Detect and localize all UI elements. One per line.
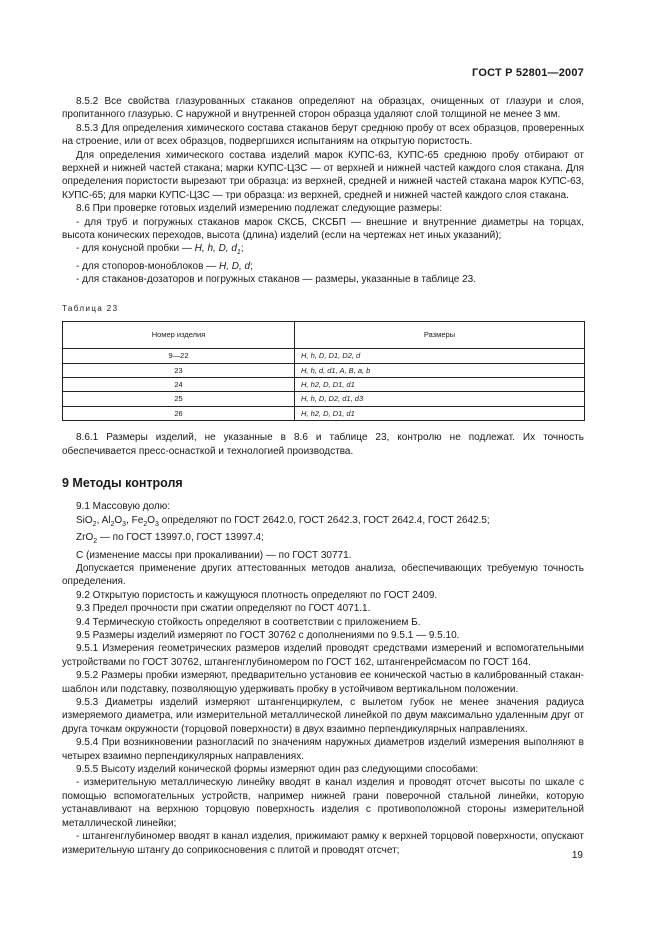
table-caption: Таблица 23 [62,303,119,313]
formula-zirconia: ZrO$_2$ — по ГОСТ 13997.0, ГОСТ 13997.4; [76,532,264,546]
table-row [63,406,585,420]
column-header-dimensions: Размеры [295,322,585,349]
table-cell-dimensions: H, h, D, D1, D2, d [295,349,585,363]
list-item-depth-gauge-method: - штангенглубиномер вводят в канал изделия, прижимают рамку к верхней торцовой поверхности, опускают измерительную штангу до соприкосновения с плитой и проводят отсчет; [62,831,584,856]
table-cell-number: 25 [63,392,295,406]
paragraph-9-5: 9.5 Размеры изделий измеряют по ГОСТ 30762 с дополнениями по 9.5.1 — 9.5.10. [76,630,460,641]
table-cell-dimensions: H, h, D, D2, d1, d3 [295,392,585,406]
paragraph-9-3: 9.3 Предел прочности при сжатии определяют по ГОСТ 4071.1. [76,603,371,615]
table-row [63,377,585,391]
dimensions-table [62,321,585,421]
table-cell-dimensions: H, h, d, d1, A, B, a, b [295,363,585,377]
table-row [63,392,585,406]
table-cell-number: 26 [63,406,295,420]
table-cell-number: 24 [63,377,295,391]
column-header-number: Номер изделия [63,322,295,349]
paragraph-9-5-2: 9.5.2 Размеры пробки измеряют, предварительно установив ее конической частью в калиброванный стакан-шаблон или подставку, позволяющую удерживать пробку в устойчивом вертикальном положении. [62,670,584,695]
document-code: ГОСТ Р 52801—2007 [472,67,584,79]
table-cell-dimensions: H, h2, D, D1, d1 [295,406,585,420]
paragraph-8-5-3: 8.5.3 Для определения химического состава стаканов берут среднюю пробу от всех образцов, проверенных на строение, или от всех образцов, подвергшихся испытаниям на открытую пористость. [62,122,584,148]
paragraph-9-5-5: 9.5.5 Высоту изделий конической формы измеряют один раз следующими способами: [76,764,479,776]
paragraph-8-5-2: 8.5.2 Все свойства глазурованных стаканов определяют на образцах, очищенных от глазури и слоя, пропитанного глазурью. С наружной и внутренней сторон образца удаляют слой толщиной не менее 3 мм. [62,96,584,121]
list-item-dosing: - для стаканов-дозаторов и погружных стаканов — размеры, указанные в таблице 23. [76,274,476,286]
table-cell-dimensions: H, h2, D, D1, d1 [295,377,585,391]
paragraph-9-5-4: 9.5.4 При возникновении разногласий по значениям наружных диаметров изделий измерения выполняют в четырех взаимно перпендикулярных направлениях. [62,737,584,762]
paragraph-ignition-loss: С (изменение массы при прокаливании) — по ГОСТ 30771. [76,549,352,561]
paragraph-9-5-3: 9.5.3 Диаметры изделий измеряют штангенциркулем, с вылетом губок не менее значения радиуса измеряемого диаметра, или измерительной металлической линейкой по двум максимально удаленным друг от друга точкам окружности (торцовой поверхности) в двух взаимно перпендикулярных направлениях. [62,697,584,735]
table-cell-number: 9—22 [63,349,295,363]
paragraph-9-5-1: 9.5.1 Измерения геометрических размеров изделий проводят средствами измерений и вспомогательными устройствами по ГОСТ 30762, штангенглубиномером по ГОСТ 162, штангенрейсмасом по ГОСТ 164. [62,643,584,668]
formula-oxides: SiO$_2$, $Al_2O_3$, $Fe_2O_3$ определяют по ГОСТ 2642.0, ГОСТ 2642.3, ГОСТ 2642.4, ГОСТ 2642.5; [76,514,490,528]
paragraph-8-6-1: 8.6.1 Размеры изделий, не указанные в 8.6 и таблице 23, контролю не подлежат. Их точность обеспечивается пресс-оснасткой и технологией производства. [62,432,584,457]
table-row [63,363,585,377]
table-row [63,349,585,363]
list-item-stopper: - для стопоров-моноблоков — H, D, d; [76,260,253,272]
paragraph-9-4: 9.4 Термическую стойкость определяют в соответствии с приложением Б. [76,616,421,628]
table-header-row [63,322,585,349]
list-item-pipes: - для труб и погружных стаканов марок СКСБ, СКСБП — внешние и внутренние диаметры на торцах, высота конических переходов, высота (длина) изделий (если на чертежах нет иных указаний); [62,216,584,242]
list-item-ruler-method: - измерительную металлическую линейку вводят в канал изделия и проводят отсчет высоты по шкале с помощью вспомогательных устройств, например нижней грани поверочной стальной линейки, которую устанавливают на верхнюю торцовую поверхность изделия с противоположной стороны измерительной металлической линейки; [62,777,584,829]
paragraph-other-methods: Допускается применение других аттестованных методов анализа, обеспечивающих требуемую точность определения. [62,562,584,588]
table-cell-number: 23 [63,363,295,377]
paragraph-9-2: 9.2 Открытую пористость и кажущуюся плотность определяют по ГОСТ 2409. [76,589,438,601]
paragraph-chemical-composition: Для определения химического состава изделий марок КУПС-63, КУПС-65 среднюю пробу отбирают от верхней и нижней частей стакана; марки КУПС-ЦЗС — от верхней и нижней частей каждого слоя стакана. Для определения пористости вырезают три образца: из верхней, средней и нижней частей стакана марок КУПС-63, КУПС-65; для марки КУПС-ЦЗС — три образца: из верхней, средней и нижней частей каждого слоя стакана. [62,149,584,201]
paragraph-8-6: 8.6 При проверке готовых изделий измерению подлежат следующие размеры: [76,203,442,215]
section-title: 9 Методы контроля [62,475,183,490]
paragraph-9-1: 9.1 Массовую долю: [76,501,171,513]
list-item-cork: - для конусной пробки — H, h, D, $d_1$; [76,243,244,257]
document-body [62,95,584,857]
page-number: 19 [571,850,583,861]
